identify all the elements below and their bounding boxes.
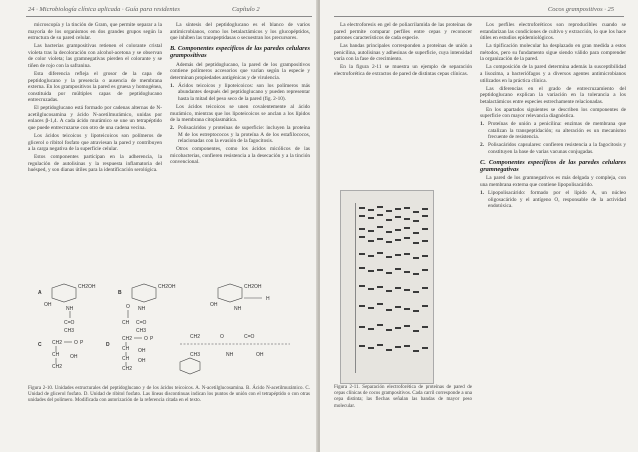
svg-text:CH2OH: CH2OH <box>244 284 262 290</box>
gel-band <box>422 305 428 307</box>
gel-band <box>377 344 383 346</box>
svg-text:P: P <box>150 336 154 342</box>
gel-band <box>377 206 383 208</box>
gel-band <box>413 310 419 312</box>
gel-band <box>413 273 419 275</box>
gel-band <box>404 237 410 239</box>
label-c: C <box>38 342 42 348</box>
svg-text:OH: OH <box>70 354 78 360</box>
right-column-2 <box>480 22 626 211</box>
running-header: 24 · Microbiología clínica aplicada · Guía para residentes <box>28 6 180 13</box>
gel-band <box>404 345 410 347</box>
gel-band <box>368 255 374 257</box>
svg-text:CH2OH: CH2OH <box>78 284 96 290</box>
gel-band <box>413 232 419 234</box>
gel-band <box>404 289 410 291</box>
gel-band <box>395 229 401 231</box>
svg-text:CH: CH <box>52 352 60 358</box>
paragraph: La tipificación molecular ha desplazado en gran medida a estos métodos, pero su fundamento sigue siendo válido para comprender la organización de la pared. <box>480 43 626 63</box>
paragraph: Otros componentes, como los ácidos micólicos de las micobacterias, confieren resistencia a la desecación y a la tinción convencional. <box>170 146 310 166</box>
chapter-label: Capítulo 2 <box>232 6 260 13</box>
gel-band <box>377 303 383 305</box>
list-item: 2. Polisacáridos capsulares: confieren resistencia a la fagocitosis y constituyen la base de varias vacunas conjugadas. <box>480 142 626 156</box>
gel-band <box>386 329 392 331</box>
gel-band <box>359 207 365 209</box>
paragraph: Los ácidos teicoicos y lipoteicoicos son polímeros de glicerol o ribitol fosfato que atraviesan la pared y contribuyen a la carga negativa de la superficie celular. <box>28 133 162 153</box>
gel-band <box>395 216 401 218</box>
gel-band <box>377 214 383 216</box>
gel-band <box>413 211 419 213</box>
svg-text:H: H <box>266 296 270 302</box>
gel-band <box>422 208 428 210</box>
paragraph: Los ácidos teicoicos se unen covalentemente al ácido murámico, mientras que los lipoteicoicos se anclan a los lípidos de la membrana citoplasmática. <box>170 103 310 124</box>
svg-text:OH: OH <box>138 348 146 354</box>
paragraph: La electroforesis en gel de poliacrilamida de las proteínas de pared permite comparar perfiles entre cepas y reconocer patrones característicos de cada especie. <box>334 22 472 42</box>
gel-band <box>359 305 365 307</box>
gel-band <box>404 271 410 273</box>
running-header: Cocos grampositivos · 25 <box>547 6 614 13</box>
gel-band <box>413 291 419 293</box>
paragraph: Estos componentes participan en la adherencia, la regulación de autolisinas y la respuesta inflamatoria del huésped, y son dianas útiles para la identificación serológica. <box>28 154 162 174</box>
svg-text:O: O <box>220 334 224 340</box>
gel-band <box>404 253 410 255</box>
gel-band <box>395 254 401 256</box>
figure-caption: Figura 2-10. Unidades estructurales del peptidoglucano y de los ácidos teicoicos. A. N-acetilglucosamina. B. Ácido N-acetilmurámico. C. Unidad de glicerol fosfato. D. Unidad de ribitol fosfato. Las líneas discontinuas indican los puntos de unión con el tetrapéptido o con otras unidades del polímero. Modificada con autorización de la referencia citada en el texto. <box>28 386 310 404</box>
svg-text:CH2: CH2 <box>52 364 63 370</box>
svg-text:OH: OH <box>138 358 146 364</box>
gel-band <box>386 256 392 258</box>
paragraph: Esta diferencia refleja el grosor de la capa de peptidoglucano y la presencia o ausencia de membrana externa. En los grampositivos la pared es gruesa y homogénea, constituida por múltiples capas de peptidoglucano entrecruzadas. <box>28 70 162 104</box>
svg-text:CH3: CH3 <box>190 352 201 358</box>
gel-band <box>422 269 428 271</box>
gel-band <box>377 286 383 288</box>
gel-lane <box>377 195 383 377</box>
gel-band <box>413 257 419 259</box>
gel-band <box>368 240 374 242</box>
gel-band <box>386 241 392 243</box>
gel-band <box>386 219 392 221</box>
gel-band <box>368 307 374 309</box>
gel-band <box>395 239 401 241</box>
gel-band <box>386 349 392 351</box>
paragraph: El peptidoglucano está formado por cadenas alternas de N-acetilglucosamina y ácido N-acetilmurámico, unidas por enlaces β-1,4. A cada ácido murámico se une un tetrapéptido que puede entrecruzarse con otro de una cadena vecina. <box>28 105 162 132</box>
gel-axis <box>355 203 356 373</box>
paragraph: Las bacterias grampositivas retienen el colorante cristal violeta tras la decoloración con alcohol-acetona y se observan de color violeta; las gramnegativas pierden el colorante y se tiñen de rojo con la safranina. <box>28 43 162 69</box>
gel-band <box>359 285 365 287</box>
left-page <box>0 0 318 452</box>
label-d: D <box>106 342 110 348</box>
gel-band <box>386 290 392 292</box>
gel-band <box>359 267 365 269</box>
list-item: 2. Polisacáridos y proteínas de superficie: incluyen la proteína M de los estreptococos y la proteína A de los estafilococos, relacionadas con la evasión de la fagocitosis. <box>170 125 310 145</box>
gel-band <box>422 240 428 242</box>
header-rule <box>334 16 624 17</box>
gel-band <box>413 330 419 332</box>
gel-lane <box>386 195 392 377</box>
svg-text:CH2: CH2 <box>122 366 133 372</box>
gel-band <box>422 255 428 257</box>
svg-text:O: O <box>126 304 130 310</box>
paragraph: La composición de la pared determina además la susceptibilidad a lisozima, a bacteriófagos y a diversos agentes antimicrobianos utilizados en la práctica clínica. <box>480 64 626 84</box>
paragraph: La síntesis del peptidoglucano es el blanco de varios antimicrobianos, como los betalactámicos y los glucopéptidos, que inhiben las transpeptidasas o secuestran los precursores. <box>170 22 310 42</box>
gel-band <box>377 324 383 326</box>
svg-text:C=O: C=O <box>136 320 147 326</box>
paragraph: La pared de los gramnegativos es más delgada y compleja, con una membrana externa que contiene lipopolisacárido. <box>480 175 626 189</box>
gel-band <box>377 238 383 240</box>
gel-figure-caption: Figura 2-11. Separación electroforética de proteínas de pared de cepas clínicas de cocos grampositivos. Cada carril corresponde a una cepa distinta; las flechas señalan las bandas de mayor peso molecular. <box>334 385 473 409</box>
svg-text:CH2: CH2 <box>52 340 63 346</box>
gel-band <box>413 350 419 352</box>
gel-band <box>386 210 392 212</box>
electrophoresis-gel-figure <box>340 190 434 384</box>
svg-text:CH3: CH3 <box>136 328 147 334</box>
gel-band <box>368 270 374 272</box>
gel-band <box>359 228 365 230</box>
gel-band <box>359 253 365 255</box>
gel-band <box>368 230 374 232</box>
svg-text:OH: OH <box>44 302 52 308</box>
paragraph: En la figura 2-11 se muestra un ejemplo de separación electroforética de extractos de pared de distintas cepas clínicas. <box>334 64 472 77</box>
gel-lane <box>395 195 401 377</box>
section-heading-c: C. Componentes específicos de las paredes celulares gramnegativas <box>480 158 626 174</box>
paragraph: microscopía y la tinción de Gram, que permite separar a la mayoría de los organismos en dos grandes grupos según la estructura de su pared celular. <box>28 22 162 42</box>
gel-band <box>377 226 383 228</box>
gel-band <box>395 287 401 289</box>
paragraph: En los apartados siguientes se describen los componentes de superficie con mayor relevancia diagnóstica. <box>480 106 626 120</box>
gel-band <box>359 326 365 328</box>
list-item: 1. Proteínas de unión a penicilina: enzimas de membrana que catalizan la transpeptidación; su alteración es un mecanismo frecuente de resistencia. <box>480 121 626 141</box>
gel-band <box>368 328 374 330</box>
gel-lane <box>404 195 410 377</box>
gel-band <box>395 327 401 329</box>
svg-text:C=O: C=O <box>64 320 75 326</box>
left-column-1 <box>28 22 162 175</box>
svg-text:O: O <box>74 340 78 346</box>
paragraph: Las diferencias en el grado de entrecruzamiento del peptidoglucano explican la variación en la tolerancia a los betalactámicos entre especies estrechamente relacionadas. <box>480 85 626 105</box>
gel-band <box>359 236 365 238</box>
gel-band <box>386 231 392 233</box>
gel-band <box>359 215 365 217</box>
label-a: A <box>38 290 42 296</box>
svg-text:NH: NH <box>226 352 234 358</box>
gel-band <box>404 207 410 209</box>
list-item: 1. Ácidos teicoicos y lipoteicoicos: son los polímeros más abundantes después del peptidoglucano y pueden representar hasta la mitad del peso seco de la pared (fig. 2-10). <box>170 82 310 102</box>
list-item: 1. Lipopolisacárido: formado por el lípido A, un núcleo oligosacárido y el antígeno O, responsable de la actividad endotóxica. <box>480 190 626 210</box>
svg-text:CH: CH <box>122 320 130 326</box>
structures-drawing <box>30 280 308 384</box>
gel-lane <box>422 195 428 377</box>
svg-text:P: P <box>80 340 84 346</box>
svg-text:O: O <box>144 336 148 342</box>
gel-band <box>404 218 410 220</box>
gel-band <box>404 308 410 310</box>
paragraph: Las bandas principales corresponden a proteínas de unión a penicilina, autolisinas y adhesinas de superficie, cuya intensidad varía con la fase de crecimiento. <box>334 43 472 63</box>
svg-text:NH: NH <box>66 306 74 312</box>
gel-band <box>422 347 428 349</box>
svg-text:OH: OH <box>210 302 218 308</box>
gel-band <box>368 209 374 211</box>
svg-text:OH: OH <box>256 352 264 358</box>
left-column-2 <box>170 22 310 167</box>
gel-band <box>422 228 428 230</box>
gel-band <box>404 325 410 327</box>
gel-band <box>422 287 428 289</box>
header-rule <box>26 16 312 17</box>
svg-text:CH: CH <box>122 356 130 362</box>
gel-band <box>395 208 401 210</box>
gel-band <box>368 347 374 349</box>
gel-lane <box>368 195 374 377</box>
gel-band <box>422 215 428 217</box>
gel-band <box>413 220 419 222</box>
gel-lane <box>413 195 419 377</box>
chemical-structures-figure <box>30 280 308 384</box>
gel-band <box>413 242 419 244</box>
gel-band <box>359 345 365 347</box>
svg-text:CH2: CH2 <box>122 336 133 342</box>
gel-lane <box>359 195 365 377</box>
gel-band <box>377 269 383 271</box>
paragraph: Además del peptidoglucano, la pared de los grampositivos contiene polímeros accesorios que varían según la especie y determinan propiedades antigénicas y de virulencia. <box>170 61 310 81</box>
gel-band <box>422 326 428 328</box>
gel-band <box>395 306 401 308</box>
right-column-1 <box>334 22 472 79</box>
gel-band <box>404 227 410 229</box>
section-heading-b: B. Componentes específicos de las paredes celulares grampositivas <box>170 44 310 60</box>
gel-band <box>368 288 374 290</box>
svg-text:C=O: C=O <box>244 334 255 340</box>
svg-text:NH: NH <box>138 306 146 312</box>
gel-band <box>395 346 401 348</box>
svg-text:NH: NH <box>234 306 242 312</box>
gel-band <box>386 272 392 274</box>
svg-text:CH: CH <box>122 346 130 352</box>
gel-band <box>395 268 401 270</box>
svg-text:CH2OH: CH2OH <box>158 284 176 290</box>
svg-text:CH2: CH2 <box>190 334 201 340</box>
gel-band <box>368 217 374 219</box>
label-b: B <box>118 290 122 296</box>
svg-text:CH3: CH3 <box>64 328 75 334</box>
gel-band <box>377 252 383 254</box>
paragraph: Los perfiles electroforéticos son reproducibles cuando se estandarizan las condiciones de cultivo y extracción, lo que los hace útiles en estudios epidemiológicos. <box>480 22 626 42</box>
gel-band <box>386 309 392 311</box>
